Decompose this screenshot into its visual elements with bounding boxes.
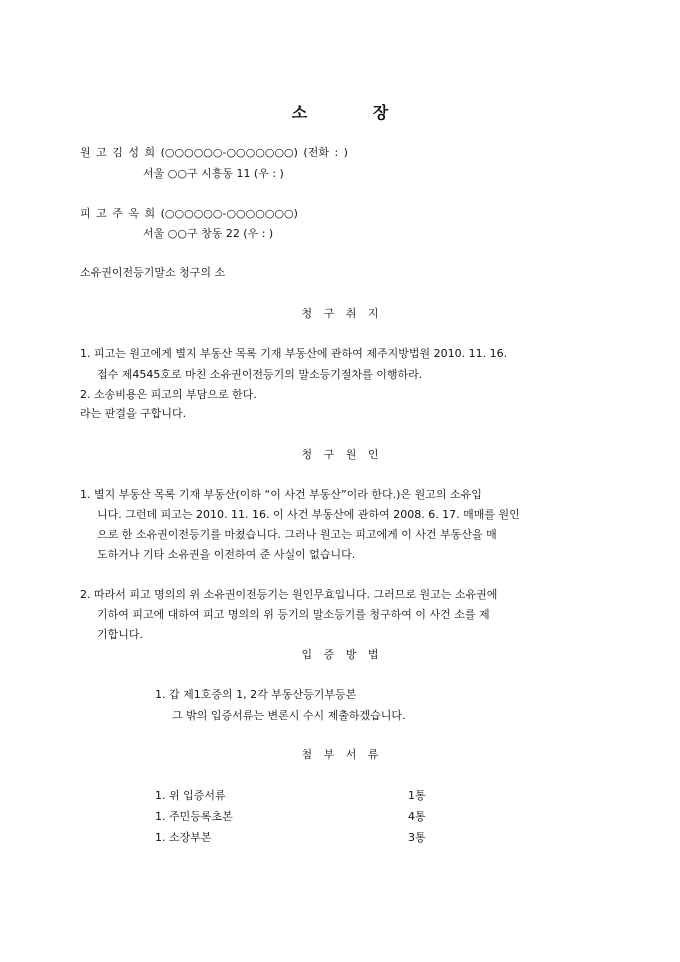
plaintiff-line: 원 고 김 성 희 (○○○○○○-○○○○○○○) (전화 : ) [80,146,348,159]
defendant-address: 서울 ○○구 창동 22 (우 : ) [143,227,274,240]
claim-cause-p1-line3: 으로 한 소유권이전등기를 마쳤습니다. 그러나 원고는 피고에게 이 사건 부동산을 매 [97,528,497,541]
section-heading-evidence: 입 증 방 법 [301,648,379,661]
claim-cause-p1-line4: 도하거나 기타 소유권을 이전하여 준 사실이 없습니다. [97,548,356,561]
claim-cause-p1-line1: 1. 별지 부동산 목록 기재 부동산(이하 “이 사건 부동산”이라 한다.)은 원고의 소유입 [80,488,482,501]
attachment-count: 3통 [408,831,426,844]
section-heading-claim-cause: 청 구 원 인 [301,448,379,461]
evidence-line2: 그 밖의 입증서류는 변론시 수시 제출하겠습니다. [172,709,406,722]
claim-cause-p2-line1: 2. 따라서 피고 명의의 위 소유권이전등기는 원인무효입니다. 그러므로 원고는 소유권에 [80,588,498,601]
section-heading-claim-purpose: 청 구 취 지 [301,307,379,320]
attachment-name: 1. 소장부본 [155,831,212,844]
claim-purpose-item2: 2. 소송비용은 피고의 부담으로 한다. [80,388,257,401]
attachment-name: 1. 주민등록초본 [155,810,233,823]
plaintiff-address: 서울 ○○구 시흥동 11 (우 : ) [143,167,284,180]
attachment-count: 4통 [408,810,426,823]
evidence-line1: 1. 갑 제1호증의 1, 2각 부동산등기부등본 [155,688,357,701]
section-heading-attachments: 첨 부 서 류 [301,748,379,761]
document-title: 소 장 [291,103,389,122]
claim-purpose-item1-line1: 1. 피고는 원고에게 별지 부동산 목록 기재 부동산에 관하여 제주지방법원 2010. 11. 16. [80,347,508,360]
defendant-line: 피 고 주 옥 희 (○○○○○○-○○○○○○○) [80,207,298,220]
claim-cause-p2-line2: 기하여 피고에 대하여 피고 명의의 위 등기의 말소등기를 청구하여 이 사건 소를 제 [97,608,490,621]
claim-cause-p2-line3: 기합니다. [97,628,144,641]
claim-purpose-item1-line2: 접수 제4545호로 마친 소유권이전등기의 말소등기절차를 이행하라. [97,368,423,381]
attachment-name: 1. 위 입증서류 [155,789,226,802]
claim-purpose-closing: 라는 판결을 구합니다. [80,407,187,420]
case-name: 소유권이전등기말소 청구의 소 [80,266,226,279]
claim-cause-p1-line2: 니다. 그런데 피고는 2010. 11. 16. 이 사건 부동산에 관하여 2008. 6. 17. 매매를 원인 [97,508,520,521]
attachment-count: 1통 [408,789,426,802]
